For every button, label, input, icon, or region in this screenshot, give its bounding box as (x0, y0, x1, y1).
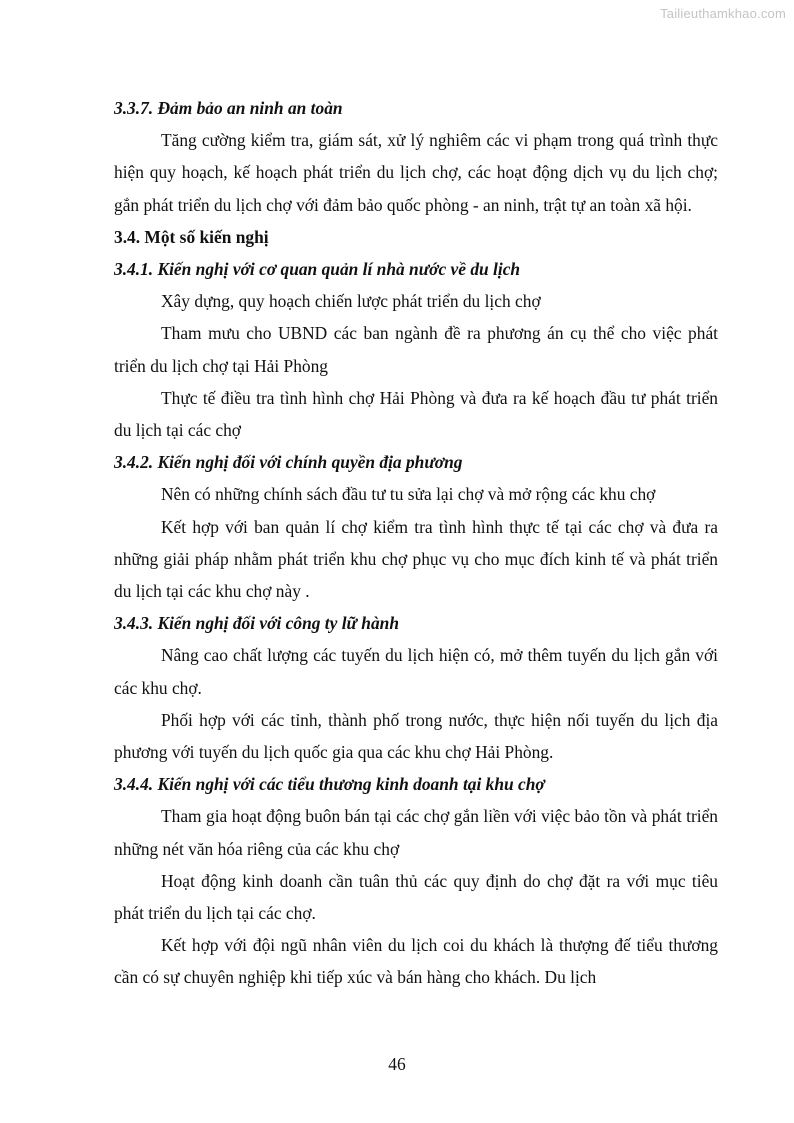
paragraph: Tham mưu cho UBND các ban ngành đề ra phương án cụ thể cho việc phát triển du lịch chợ tại Hải Phòng (114, 323, 718, 376)
paragraph: Thực tế điều tra tình hình chợ Hải Phòng và đưa ra kế hoạch đầu tư phát triển du lịch tại các chợ (114, 387, 718, 441)
paragraph: Tham gia hoạt động buôn bán tại các chợ gắn liền với việc bảo tồn và phát triển những nét văn hóa riêng của các khu chợ (114, 806, 718, 859)
heading-3-4-1: 3.4.1. Kiến nghị với cơ quan quản lí nhà nước về du lịch (114, 259, 521, 280)
paragraph: Xây dựng, quy hoạch chiến lược phát triển du lịch chợ (161, 291, 541, 312)
page-number: 46 (388, 1054, 406, 1074)
paragraph: Phối hợp với các tỉnh, thành phố trong nước, thực hiện nối tuyến du lịch địa phương với tuyến du lịch quốc gia qua các khu chợ Hải Phòng. (114, 709, 718, 763)
paragraph: Nâng cao chất lượng các tuyến du lịch hiện có, mở thêm tuyến du lịch gắn với các khu chợ. (114, 645, 718, 698)
paragraph: Kết hợp với đội ngũ nhân viên du lịch coi du khách là thượng đế tiểu thương cần có sự chuyên nghiệp khi tiếp xúc và bán hàng cho khách. Du lịch (114, 935, 718, 988)
heading-3-4-4: 3.4.4. Kiến nghị với các tiểu thương kinh doanh tại khu chợ (114, 774, 545, 795)
document-body (114, 92, 718, 994)
paragraph: Hoạt động kinh doanh cần tuân thủ các quy định do chợ đặt ra với mục tiêu phát triển du lịch tại các chợ. (114, 870, 718, 924)
watermark-text: Tailieuthamkhao.com (660, 6, 786, 21)
heading-3-4-2: 3.4.2. Kiến nghị đối với chính quyền địa phương (114, 452, 463, 473)
heading-3-4: 3.4. Một số kiến nghị (114, 226, 269, 247)
heading-3-4-3: 3.4.3. Kiến nghị đối với công ty lữ hành (114, 613, 400, 634)
paragraph: Nên có những chính sách đầu tư tu sửa lại chợ và mở rộng các khu chợ (161, 484, 656, 505)
paragraph: Kết hợp với ban quản lí chợ kiểm tra tình hình thực tế tại các chợ và đưa ra những giải pháp nhằm phát triển khu chợ phục vụ cho mục đích kinh tế và phát triển du lịch tại các khu chợ này . (114, 516, 718, 602)
paragraph: Tăng cường kiểm tra, giám sát, xử lý nghiêm các vi phạm trong quá trình thực hiện quy hoạch, kế hoạch phát triển du lịch chợ, các hoạt động dịch vụ du lịch chợ; gắn phát triển du lịch chợ với đảm bảo quốc phòng - an ninh, trật tự an toàn xã hội. (114, 130, 718, 215)
heading-3-3-7: 3.3.7. Đảm bảo an ninh an toàn (114, 98, 343, 118)
